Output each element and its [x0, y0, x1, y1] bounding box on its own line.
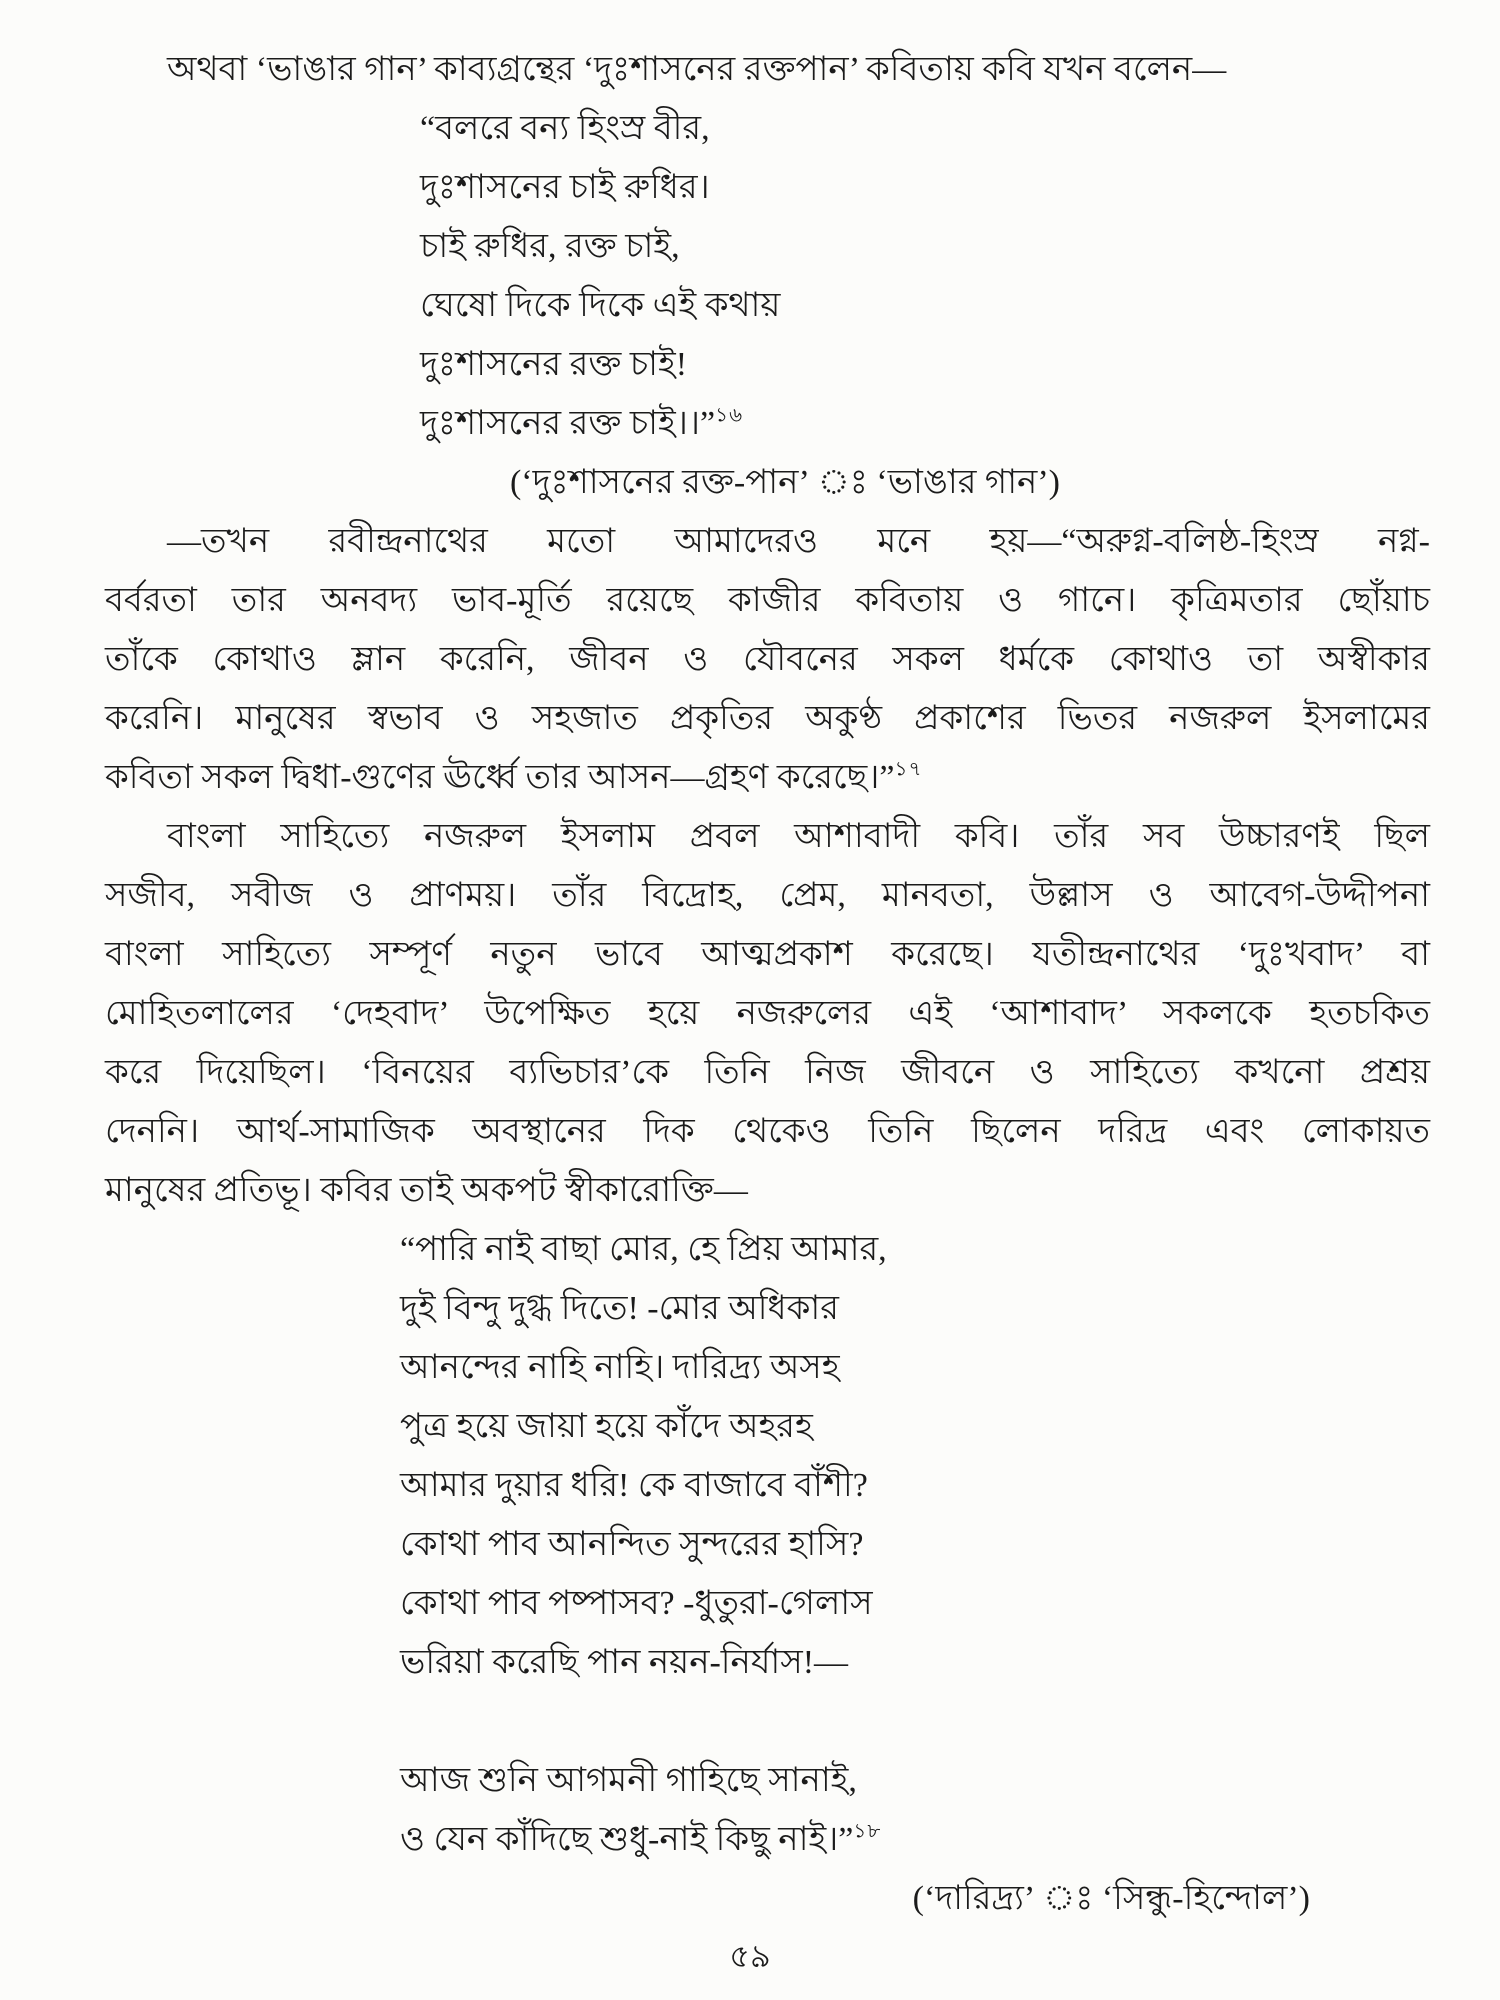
poem-line: পুত্র হয়ে জায়া হয়ে কাঁদে অহরহ — [400, 1408, 813, 1445]
paragraph-line-text: কবিতা সকল দ্বিধা-গুণের ঊর্ধ্বে তার আসন—গ্রহণ করেছে।” — [105, 759, 895, 796]
poem-line: আমার দুয়ার ধরি! কে বাজাবে বাঁশী? — [400, 1467, 868, 1504]
paragraph-line: বর্বরতা তার অনবদ্য ভাব-মূর্তি রয়েছে কাজীর কবিতায় ও গানে। কৃত্রিমতার ছোঁয়াচ — [105, 582, 1430, 619]
poem-line — [420, 394, 1430, 453]
poem-line-text: ও যেন কাঁদিছে শুধু-নাই কিছু নাই।” — [400, 1821, 854, 1858]
poem-line: আনন্দের নাহি নাহি। দারিদ্র্য অসহ — [400, 1349, 840, 1386]
poem-line: “বলরে বন্য হিংস্র বীর, — [420, 110, 710, 147]
paragraph-line: মোহিতলালের ‘দেহবাদ’ উপেক্ষিত হয়ে নজরুলের এই ‘আশাবাদ’ সকলকে হতচকিত — [105, 995, 1430, 1032]
poem-line: ভরিয়া করেছি পান নয়ন-নির্যাস!— — [400, 1644, 849, 1681]
paragraph-line: সজীব, সবীজ ও প্রাণময়। তাঁর বিদ্রোহ, প্রেম, মানবতা, উল্লাস ও আবেগ-উদ্দীপনা — [105, 877, 1430, 914]
footnote-marker-17: ১৭ — [894, 758, 923, 781]
paragraph-line: দেননি। আর্থ-সামাজিক অবস্থানের দিক থেকেও তিনি ছিলেন দরিদ্র এবং লোকায়ত — [105, 1113, 1430, 1150]
poem-line: কোথা পাব আনন্দিত সুন্দরের হাসি? — [400, 1526, 864, 1563]
page-number: ৫৯ — [729, 1938, 771, 1974]
paragraph-line: করেনি। মানুষের স্বভাব ও সহজাত প্রকৃতির অকুণ্ঠ প্রকাশের ভিতর নজরুল ইসলামের — [105, 700, 1430, 737]
poem-line: “পারি নাই বাছা মোর, হে প্রিয় আমার, — [400, 1231, 887, 1268]
poem-line: আজ শুনি আগমনী গাহিছে সানাই, — [400, 1762, 857, 1799]
poem-daridro — [400, 1220, 1430, 1869]
poem-line: চাই রুধির, রক্ত চাই, — [420, 228, 680, 265]
poem-line: কোথা পাব পষ্পাসব? -ধুতুরা-গেলাস — [400, 1585, 873, 1622]
paragraph-line: —তখন রবীন্দ্রনাথের মতো আমাদেরও মনে হয়—“অরুগ্ন-বলিষ্ঠ-হিংস্র নগ্ন- — [167, 523, 1430, 560]
paragraph-nazrul-optimism — [105, 807, 1430, 1220]
poem-line: দুঃশাসনের চাই রুধির। — [420, 169, 710, 206]
footnote-marker-18: ১৮ — [853, 1820, 882, 1843]
poem-blood-of-duhshasan — [420, 99, 1430, 453]
poem-line-text: দুঃশাসনের রক্ত চাই।।” — [420, 405, 716, 442]
stanza-gap — [400, 1692, 1430, 1751]
poem-line: দুঃশাসনের রক্ত চাই! — [420, 346, 688, 383]
poem-line — [400, 1810, 1430, 1869]
paragraph-line: মানুষের প্রতিভূ। কবির তাই অকপট স্বীকারোক্তি— — [105, 1172, 748, 1209]
footnote-marker-16: ১৬ — [715, 404, 744, 427]
paragraph-line: তাঁকে কোথাও ম্লান করেনি, জীবন ও যৌবনের সকল ধর্মকে কোথাও তা অস্বীকার — [105, 641, 1430, 678]
intro-line: অথবা ‘ভাঙার গান’ কাব্যগ্রন্থের ‘দুঃশাসনের রক্তপান’ কবিতায় কবি যখন বলেন— — [167, 51, 1227, 88]
paragraph-line: করে দিয়েছিল। ‘বিনয়ের ব্যভিচার’কে তিনি নিজ জীবনে ও সাহিত্যে কখনো প্রশ্রয় — [105, 1054, 1430, 1091]
paragraph-rabindranath-quote — [105, 512, 1430, 807]
poem-1-citation: (‘দুঃশাসনের রক্ত-পান’ ঃ ‘ভাঙার গান’) — [509, 464, 1060, 501]
poem-line: ঘেষো দিকে দিকে এই কথায় — [420, 287, 781, 324]
poem-line: দুই বিন্দু দুগ্ধ দিতে! -মোর অধিকার — [400, 1290, 839, 1327]
paragraph-line — [105, 748, 1430, 807]
paragraph-line: বাংলা সাহিত্যে সম্পূর্ণ নতুন ভাবে আত্মপ্রকাশ করেছে। যতীন্দ্রনাথের ‘দুঃখবাদ’ বা — [105, 936, 1430, 973]
paragraph-line: বাংলা সাহিত্যে নজরুল ইসলাম প্রবল আশাবাদী কবি। তাঁর সব উচ্চারণই ছিল — [167, 818, 1430, 855]
poem-2-citation: (‘দারিদ্র্য’ ঃ ‘সিন্ধু-হিন্দোল’) — [912, 1880, 1310, 1917]
